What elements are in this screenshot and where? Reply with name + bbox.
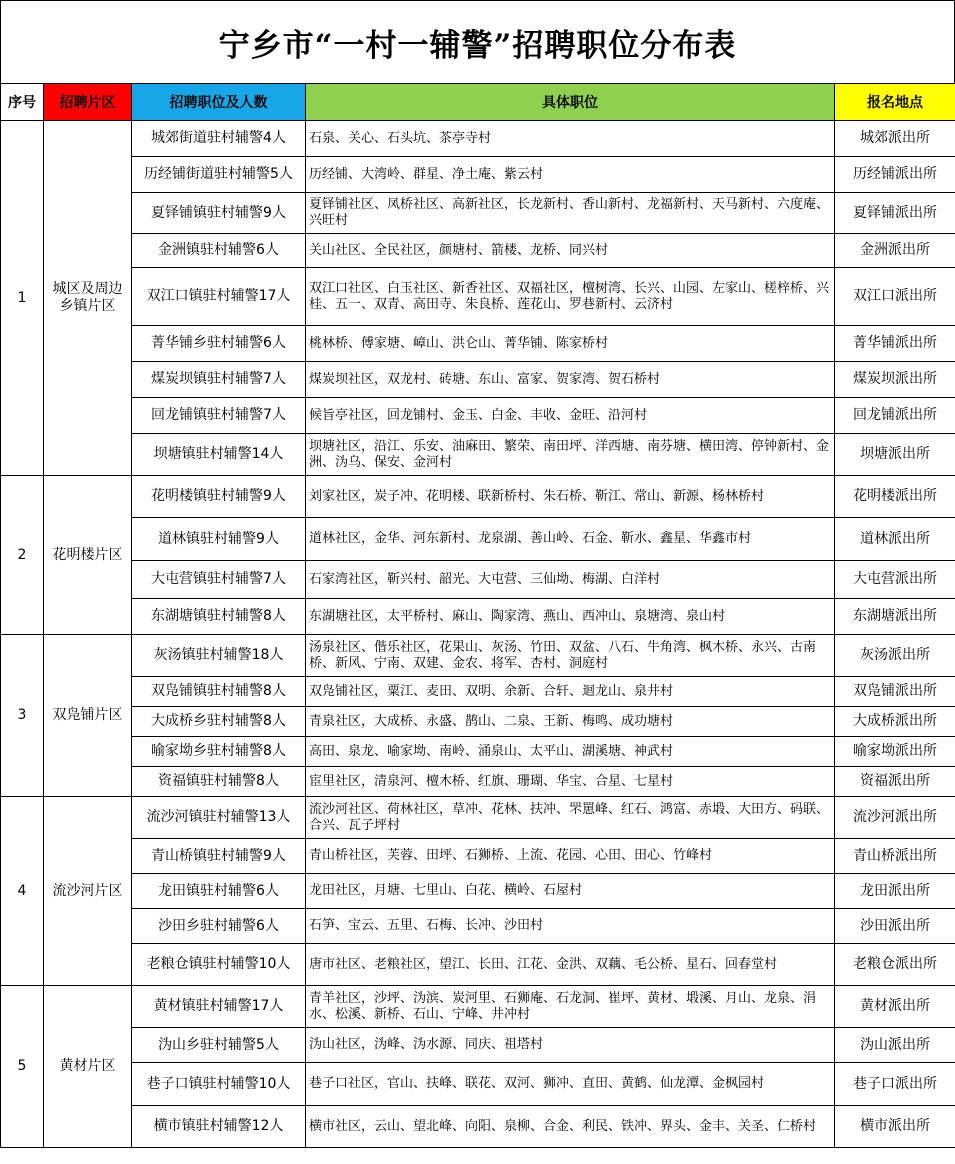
table-row <box>1 268 955 326</box>
table-row <box>1 398 955 434</box>
registration-site: 喻家坳派出所 <box>835 737 955 767</box>
position-villages: 石泉、关心、石头坑、茶亭寺村 <box>306 121 835 157</box>
registration-site: 夏铎铺派出所 <box>835 193 955 234</box>
position-villages: 横市社区，云山、望北峰、向阳、泉柳、合金、利民、铁冲、界头、金丰、关圣、仁桥村 <box>306 1106 835 1148</box>
position-title: 沩山乡驻村辅警5人 <box>132 1028 306 1063</box>
table-row <box>1 767 955 797</box>
table-row <box>1 677 955 707</box>
position-title: 历经铺街道驻村辅警5人 <box>132 157 306 193</box>
registration-site: 老粮仓派出所 <box>835 944 955 986</box>
position-villages: 青羊社区，沙坪、沩滨、炭河里、石狮庵、石龙洞、崔坪、黄材、塅溪、月山、龙泉、涓水、松溪、新桥、石山、宁峰、井冲村 <box>306 986 835 1028</box>
table-row <box>1 1028 955 1063</box>
position-villages: 历经铺、大湾岭、群星、净土庵、紫云村 <box>306 157 835 193</box>
registration-site: 横市派出所 <box>835 1106 955 1148</box>
registration-site: 灰汤派出所 <box>835 635 955 677</box>
position-villages: 石家湾社区，靳兴村、韶光、大屯营、三仙坳、梅湖、白洋村 <box>306 561 835 599</box>
position-title: 金洲镇驻村辅警6人 <box>132 234 306 268</box>
registration-site: 菁华铺派出所 <box>835 326 955 362</box>
header-row <box>1 84 955 121</box>
position-villages: 坝塘社区，沿江、乐安、油麻田、繁荣、南田坪、洋西塘、南芬塘、横田湾、停钟新村、金洲、沩乌、保安、金河村 <box>306 434 835 476</box>
registration-site: 坝塘派出所 <box>835 434 955 476</box>
district-area: 花明楼片区 <box>44 476 132 635</box>
position-title: 双江口镇驻村辅警17人 <box>132 268 306 326</box>
table-row <box>1 737 955 767</box>
position-villages: 青泉社区，大成桥、永盛、鹊山、二泉、王新、梅鸣、成功塘村 <box>306 707 835 737</box>
registration-site: 大成桥派出所 <box>835 707 955 737</box>
position-title: 城郊街道驻村辅警4人 <box>132 121 306 157</box>
district-seq: 4 <box>1 797 44 986</box>
position-title: 大成桥乡驻村辅警8人 <box>132 707 306 737</box>
position-title: 煤炭坝镇驻村辅警7人 <box>132 362 306 398</box>
position-title: 双凫铺镇驻村辅警8人 <box>132 677 306 707</box>
position-villages: 双江口社区、白玉社区、新香社区、双福社区，檀树湾、长兴、山园、左家山、槎梓桥、兴桂、五一、双青、高田寺、朱良桥、莲花山、罗巷新村、云济村 <box>306 268 835 326</box>
position-title: 流沙河镇驻村辅警13人 <box>132 797 306 839</box>
position-villages: 沩山社区，沩峰、沩水源、同庆、祖塔村 <box>306 1028 835 1063</box>
district-area: 流沙河片区 <box>44 797 132 986</box>
registration-site: 双凫铺派出所 <box>835 677 955 707</box>
table-row <box>1 944 955 986</box>
recruitment-table <box>0 83 955 1148</box>
registration-site: 沩山派出所 <box>835 1028 955 1063</box>
header-seq: 序号 <box>1 84 44 121</box>
position-title: 回龙铺镇驻村辅警7人 <box>132 398 306 434</box>
position-title: 黄材镇驻村辅警17人 <box>132 986 306 1028</box>
header-site: 报名地点 <box>835 84 955 121</box>
position-title: 东湖塘镇驻村辅警8人 <box>132 599 306 635</box>
page-title: 宁乡市“一村一辅警”招聘职位分布表 <box>0 0 955 83</box>
registration-site: 历经铺派出所 <box>835 157 955 193</box>
position-villages: 东湖塘社区，太平桥村、麻山、陶家湾、燕山、西冲山、泉塘湾、泉山村 <box>306 599 835 635</box>
position-villages: 流沙河社区、荷林社区，草冲、花林、扶冲、罘罳峰、红石、鸿富、赤塅、大田方、码联、合兴、瓦子坪村 <box>306 797 835 839</box>
registration-site: 龙田派出所 <box>835 874 955 909</box>
position-title: 沙田乡驻村辅警6人 <box>132 909 306 944</box>
district-area: 黄材片区 <box>44 986 132 1148</box>
table-row <box>1 909 955 944</box>
table-row <box>1 839 955 874</box>
table-row <box>1 1106 955 1148</box>
position-title: 横市镇驻村辅警12人 <box>132 1106 306 1148</box>
registration-site: 巷子口派出所 <box>835 1063 955 1106</box>
table-body <box>1 121 955 1148</box>
table-row <box>1 599 955 635</box>
table-row <box>1 561 955 599</box>
position-title: 坝塘镇驻村辅警14人 <box>132 434 306 476</box>
registration-site: 城郊派出所 <box>835 121 955 157</box>
table-row <box>1 362 955 398</box>
header-title: 招聘职位及人数 <box>132 84 306 121</box>
table-row <box>1 326 955 362</box>
position-villages: 夏铎铺社区、凤桥社区、高新社区，长龙新村、香山新村、龙福新村、天马新村、六度庵、兴旺村 <box>306 193 835 234</box>
registration-site: 花明楼派出所 <box>835 476 955 518</box>
registration-site: 流沙河派出所 <box>835 797 955 839</box>
position-villages: 石笋、宝云、五里、石梅、长冲、沙田村 <box>306 909 835 944</box>
registration-site: 回龙铺派出所 <box>835 398 955 434</box>
registration-site: 煤炭坝派出所 <box>835 362 955 398</box>
position-villages: 青山桥社区，芙蓉、田坪、石狮桥、上流、花园、心田、田心、竹峰村 <box>306 839 835 874</box>
table-row <box>1 476 955 518</box>
table-row <box>1 234 955 268</box>
position-title: 老粮仓镇驻村辅警10人 <box>132 944 306 986</box>
position-villages: 煤炭坝社区，双龙村、砖塘、东山、富家、贺家湾、贺石桥村 <box>306 362 835 398</box>
table-row <box>1 1063 955 1106</box>
district-area: 双凫铺片区 <box>44 635 132 797</box>
position-villages: 巷子口社区，官山、扶峰、联花、双河、狮冲、直田、黄鹤、仙龙潭、金枫园村 <box>306 1063 835 1106</box>
position-villages: 道林社区，金华、河东新村、龙泉湖、善山岭、石金、靳水、鑫星、华鑫市村 <box>306 518 835 561</box>
table-row <box>1 157 955 193</box>
registration-site: 大屯营派出所 <box>835 561 955 599</box>
table-row <box>1 797 955 839</box>
registration-site: 双江口派出所 <box>835 268 955 326</box>
position-title: 巷子口镇驻村辅警10人 <box>132 1063 306 1106</box>
position-villages: 高田、泉龙、喻家坳、南岭、涌泉山、太平山、湖溪塘、神武村 <box>306 737 835 767</box>
district-seq: 1 <box>1 121 44 476</box>
registration-site: 道林派出所 <box>835 518 955 561</box>
header-positions: 具体职位 <box>306 84 835 121</box>
position-villages: 唐市社区、老粮社区，望江、长田、江花、金洪、双藕、毛公桥、星石、回春堂村 <box>306 944 835 986</box>
district-area: 城区及周边乡镇片区 <box>44 121 132 476</box>
position-title: 龙田镇驻村辅警6人 <box>132 874 306 909</box>
position-villages: 双凫铺社区，粟江、麦田、双明、余新、合轩、迴龙山、泉井村 <box>306 677 835 707</box>
position-title: 花明楼镇驻村辅警9人 <box>132 476 306 518</box>
table-row <box>1 874 955 909</box>
position-villages: 候旨亭社区，回龙铺村、金玉、白金、丰收、金旺、沿河村 <box>306 398 835 434</box>
registration-site: 资福派出所 <box>835 767 955 797</box>
registration-site: 青山桥派出所 <box>835 839 955 874</box>
table-row <box>1 707 955 737</box>
position-title: 喻家坳乡驻村辅警8人 <box>132 737 306 767</box>
header-area: 招聘片区 <box>44 84 132 121</box>
registration-site: 黄材派出所 <box>835 986 955 1028</box>
district-seq: 3 <box>1 635 44 797</box>
district-seq: 2 <box>1 476 44 635</box>
registration-site: 金洲派出所 <box>835 234 955 268</box>
table-row <box>1 986 955 1028</box>
position-title: 菁华铺乡驻村辅警6人 <box>132 326 306 362</box>
position-villages: 龙田社区，月塘、七里山、白花、横岭、石屋村 <box>306 874 835 909</box>
registration-site: 沙田派出所 <box>835 909 955 944</box>
position-villages: 汤泉社区、偕乐社区，花果山、灰汤、竹田、双盆、八石、牛角湾、枫木桥、永兴、古南桥、新风、宁南、双建、金农、将军、杏村、洞庭村 <box>306 635 835 677</box>
table-row <box>1 121 955 157</box>
position-villages: 关山社区、全民社区，颜塘村、箭楼、龙桥、同兴村 <box>306 234 835 268</box>
position-title: 道林镇驻村辅警9人 <box>132 518 306 561</box>
table-row <box>1 635 955 677</box>
position-title: 灰汤镇驻村辅警18人 <box>132 635 306 677</box>
position-villages: 刘家社区，炭子冲、花明楼、联新桥村、朱石桥、靳江、常山、新源、杨林桥村 <box>306 476 835 518</box>
position-title: 资福镇驻村辅警8人 <box>132 767 306 797</box>
district-seq: 5 <box>1 986 44 1148</box>
table-row <box>1 193 955 234</box>
position-villages: 桃林桥、傅家塘、嶂山、洪仑山、菁华铺、陈家桥村 <box>306 326 835 362</box>
position-title: 大屯营镇驻村辅警7人 <box>132 561 306 599</box>
table-row <box>1 518 955 561</box>
position-title: 青山桥镇驻村辅警9人 <box>132 839 306 874</box>
position-title: 夏铎铺镇驻村辅警9人 <box>132 193 306 234</box>
registration-site: 东湖塘派出所 <box>835 599 955 635</box>
table-row <box>1 434 955 476</box>
position-villages: 宦里社区，清泉河、檀木桥、红旗、珊瑚、华宝、合星、七星村 <box>306 767 835 797</box>
